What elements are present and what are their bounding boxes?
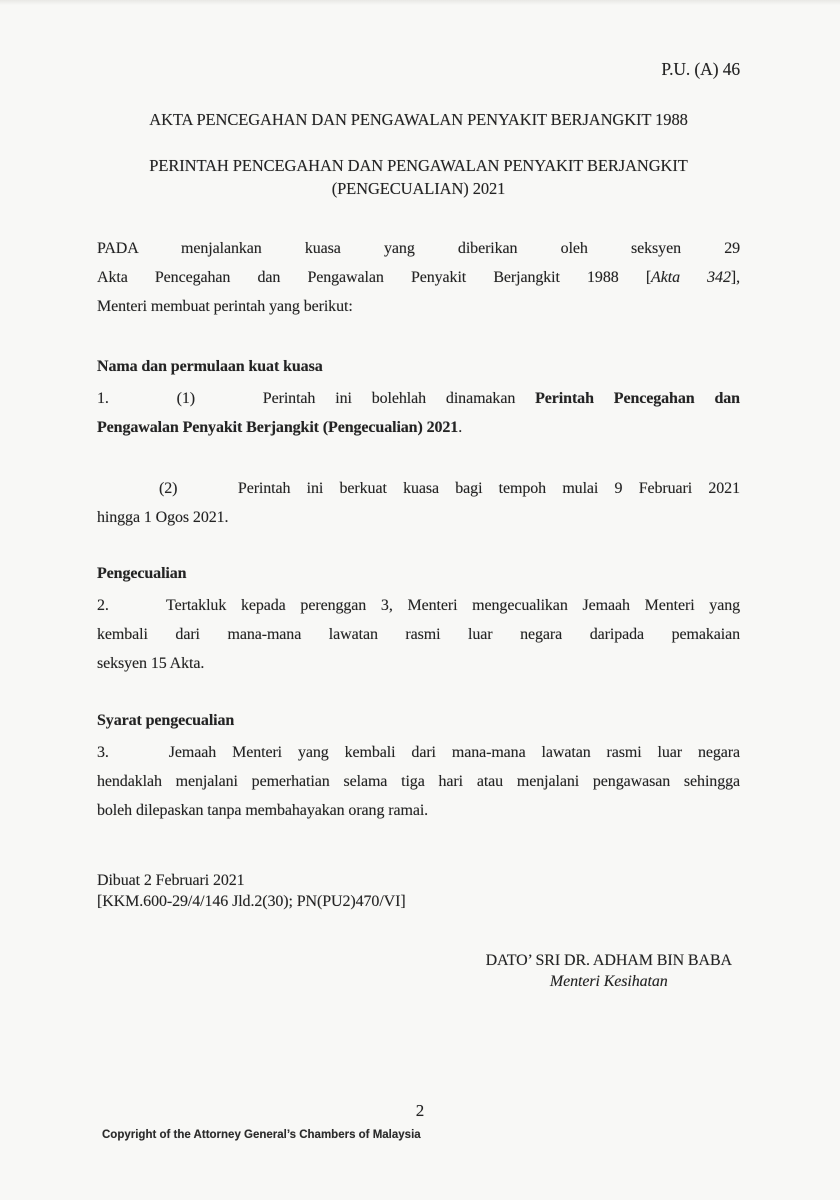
section-heading-name: Nama dan permulaan kuat kuasa xyxy=(97,358,323,375)
preamble-paragraph xyxy=(97,234,740,321)
bold-order-name: Pengawalan Penyakit Berjangkit (Pengecualian) 2021 xyxy=(97,419,459,436)
clause-number: 3. xyxy=(97,744,109,761)
paragraph-line: Menteri membuat perintah yang berikut: xyxy=(97,298,353,315)
paragraph-line: boleh dilepaskan tanpa membahayakan orang ramai. xyxy=(97,802,429,819)
order-title-line-1: PERINTAH PENCEGAHAN DAN PENGAWALAN PENYAKIT BERJANGKIT xyxy=(149,156,688,175)
order-title-line-2: (PENGECUALIAN) 2021 xyxy=(331,179,506,198)
paragraph-line: kembali dari mana-mana lawatan rasmi luar negara daripada pemakaian xyxy=(97,626,740,643)
paragraph-line: hendaklah menjalani pemerhatian selama tiga hari atau menjalani pengawasan sehingga xyxy=(97,773,740,790)
page-number: 2 xyxy=(415,1101,425,1120)
section-heading-exemption: Pengecualian xyxy=(97,565,187,582)
paragraph-line: PADA menjalankan kuasa yang diberikan oleh seksyen 29 xyxy=(97,240,740,257)
clause-2 xyxy=(97,591,740,678)
bold-order-name: Perintah Pencegahan dan xyxy=(535,390,740,407)
paragraph-line: 1. (1) Perintah ini bolehlah dinamakan Perintah Pencegahan dan xyxy=(97,390,740,407)
signature-block xyxy=(97,950,740,993)
made-block xyxy=(97,870,740,912)
section-heading-conditions: Syarat pengecualian xyxy=(97,712,235,729)
signatory-name: DATO’ SRI DR. ADHAM BIN BABA xyxy=(485,952,732,969)
act-title: AKTA PENCEGAHAN DAN PENGAWALAN PENYAKIT BERJANGKIT 1988 xyxy=(149,110,688,129)
paragraph-line: 2. Tertakluk kepada perenggan 3, Menteri mengecualikan Jemaah Menteri yang xyxy=(97,597,740,614)
clause-1-2 xyxy=(97,474,740,532)
clause-number: 1. xyxy=(97,390,109,407)
signatory-title: Menteri Kesihatan xyxy=(549,973,668,990)
subclause-number: (2) xyxy=(159,480,178,497)
doc-ref: P.U. (A) 46 xyxy=(661,59,740,79)
reference-number: [KKM.600-29/4/146 Jld.2(30); PN(PU2)470/VI] xyxy=(97,893,406,910)
paragraph-line: hingga 1 Ogos 2021. xyxy=(97,509,229,526)
copyright-notice: Copyright of the Attorney General’s Chambers of Malaysia xyxy=(102,1129,421,1141)
paragraph-line: Pengawalan Penyakit Berjangkit (Pengecualian) 2021. xyxy=(97,419,463,436)
made-date: Dibuat 2 Februari 2021 xyxy=(97,872,245,889)
order-title xyxy=(97,154,740,200)
clause-1-1 xyxy=(97,384,740,442)
clause-number: 2. xyxy=(97,597,109,614)
paragraph-line: 3. Jemaah Menteri yang kembali dari mana-mana lawatan rasmi luar negara xyxy=(97,744,741,761)
paragraph-line: (2) Perintah ini berkuat kuasa bagi tempoh mulai 9 Februari 2021 xyxy=(159,480,740,497)
act-number-italic: Akta 342 xyxy=(651,269,731,286)
clause-3 xyxy=(97,738,740,825)
subclause-number: (1) xyxy=(176,390,195,407)
paragraph-line: seksyen 15 Akta. xyxy=(97,655,205,672)
paragraph-line: Akta Pencegahan dan Pengawalan Penyakit Berjangkit 1988 [Akta 342], xyxy=(97,269,740,286)
